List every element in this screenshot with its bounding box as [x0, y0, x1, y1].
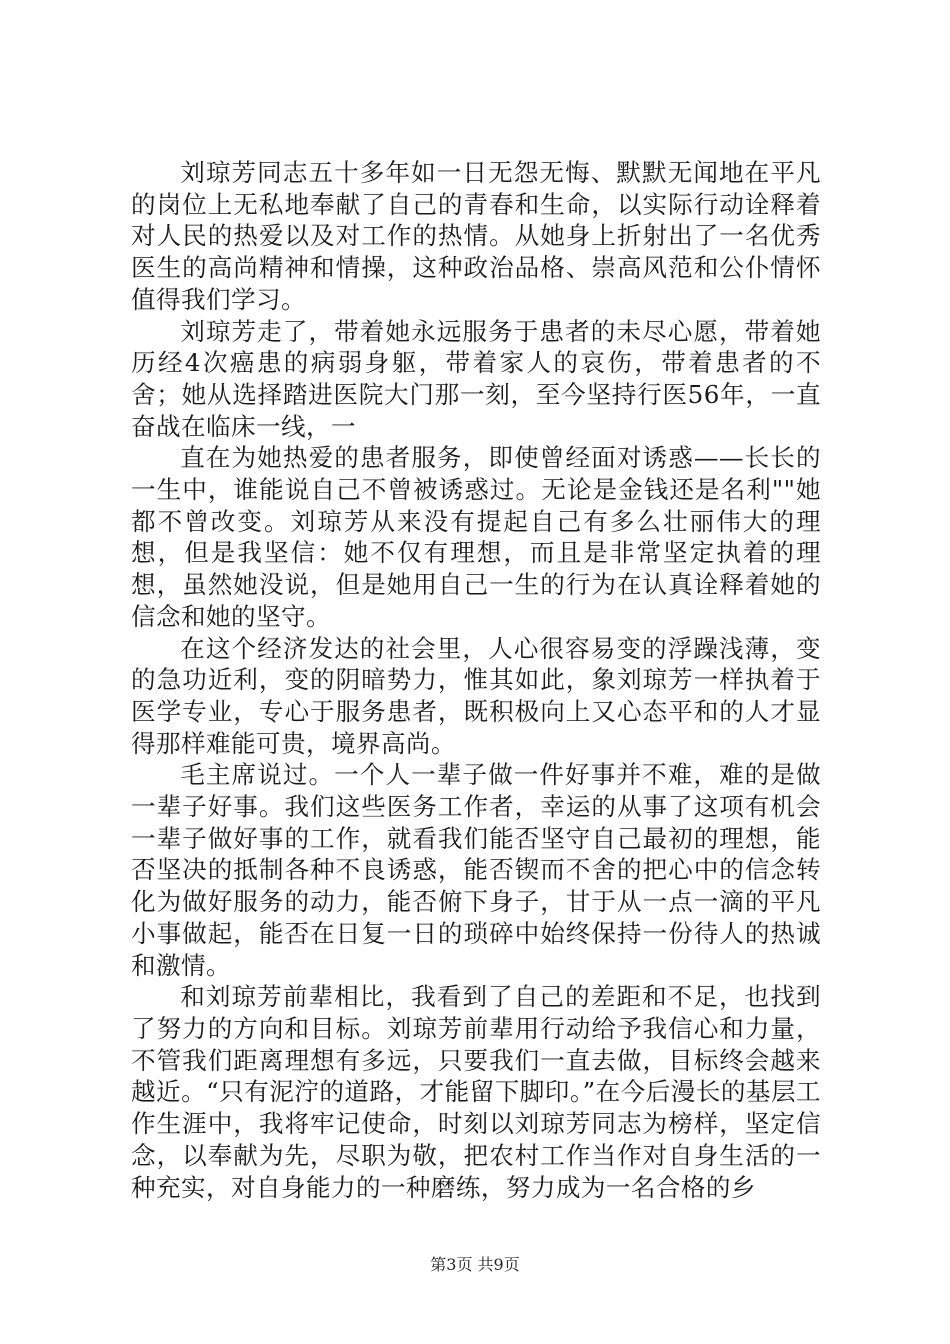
body-text	[131, 157, 821, 1203]
paragraph: 和刘琼芳前辈相比，我看到了自己的差距和不足，也找到了努力的方向和目标。刘琼芳前辈用行动给予我信心和力量，不管我们距离理想有多远，只要我们一直去做，目标终会越来越近。“只有泥泞的道路，才能留下脚印。”在今后漫长的基层工作生涯中，我将牢记使命，时刻以刘琼芳同志为榜样，坚定信念，以奉献为先，尽职为敬，把农村工作当作对自身生活的一种充实，对自身能力的一种磨练，努力成为一名合格的乡	[131, 982, 821, 1202]
paragraph: 毛主席说过。一个人一辈子做一件好事并不难，难的是做一辈子好事。我们这些医务工作者，幸运的从事了这项有机会一辈子做好事的工作，就看我们能否坚守自己最初的理想，能否坚决的抵制各种不良诱惑，能否锲而不舍的把心中的信念转化为做好服务的动力，能否俯下身子，甘于从一点一滴的平凡小事做起，能否在日复一日的琐碎中始终保持一份待人的热诚和激情。	[131, 760, 821, 980]
paragraph: 直在为她热爱的患者服务，即使曾经面对诱惑——长长的一生中，谁能说自己不曾被诱惑过。无论是金钱还是名利""她都不曾改变。刘琼芳从来没有提起自己有多么壮丽伟大的理想，但是我坚信：她不仅有理想，而且是非常坚定执着的理想，虽然她没说，但是她用自己一生的行为在认真诠释着她的信念和她的坚守。	[131, 443, 821, 631]
paragraph: 在这个经济发达的社会里，人心很容易变的浮躁浅薄，变的急功近利，变的阴暗势力，惟其如此，象刘琼芳一样执着于医学专业，专心于服务患者，既积极向上又心态平和的人才显得那样难能可贵，境界高尚。	[131, 633, 821, 758]
paragraph: 刘琼芳走了，带着她永远服务于患者的未尽心愿，带着她历经4次癌患的病弱身躯，带着家人的哀伤，带着患者的不舍；她从选择踏进医院大门那一刻，至今坚持行医56年，一直奋战在临床一线，一	[131, 316, 821, 441]
paragraph: 刘琼芳同志五十多年如一日无怨无悔、默默无闻地在平凡的岗位上无私地奉献了自己的青春和生命，以实际行动诠释着对人民的热爱以及对工作的热情。从她身上折射出了一名优秀医生的高尚精神和情操，这种政治品格、崇高风范和公仆情怀值得我们学习。	[131, 158, 821, 314]
page-footer: 第3页 共9页	[430, 1255, 520, 1274]
